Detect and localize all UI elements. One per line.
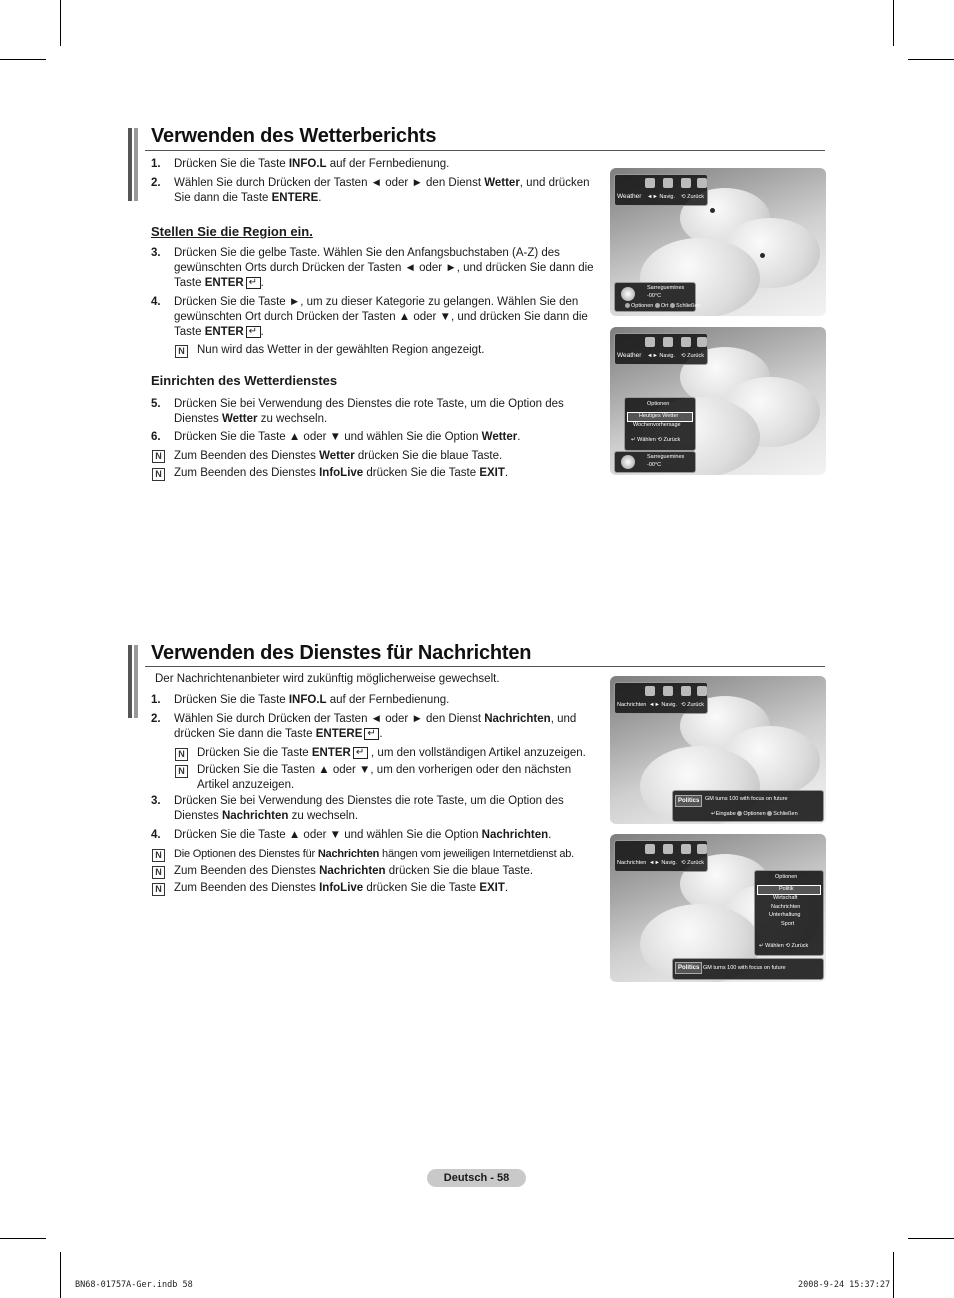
service-label: Weather xyxy=(617,352,642,359)
settings-icon xyxy=(697,844,707,854)
osd-menu xyxy=(614,682,708,714)
step-number: 3. xyxy=(151,247,161,259)
osd-menu xyxy=(614,840,708,872)
note-text: Drücken Sie die Taste ENTER↵ , um den vollständigen Artikel anzuzeigen. xyxy=(197,746,586,761)
politics-badge: Politics xyxy=(675,962,702,974)
print-info-left: BN68-01757A-Ger.indb 58 xyxy=(75,1280,193,1290)
politics-badge: Politics xyxy=(675,795,702,807)
note-icon: N xyxy=(152,849,165,862)
options-title: Optionen xyxy=(647,401,670,407)
navig-hint: ◄► Navig. xyxy=(649,860,678,866)
note-text: Zum Beenden des Dienstes Nachrichten drücken Sie die blaue Taste. xyxy=(174,865,534,877)
crop-mark xyxy=(908,1238,954,1239)
enter-icon xyxy=(246,326,261,338)
news-ticker xyxy=(672,790,824,822)
news-icon xyxy=(663,844,673,854)
city-name: Sarreguemines xyxy=(647,454,685,460)
crop-mark xyxy=(0,1238,46,1239)
navig-hint: ◄► Navig. xyxy=(647,194,676,200)
crop-mark xyxy=(60,1252,61,1298)
news-icon xyxy=(663,686,673,696)
select-hint: ↵ Wählen ⟲ Zurück xyxy=(759,943,809,949)
subheading-weather-setup: Einrichten des Wetterdienstes xyxy=(151,373,338,388)
step-text: Drücken Sie die Taste ►, um zu dieser Kategorie zu gelangen. Wählen Sie den gewünschten Ort durch Drücken der Tasten ▲ oder ▼, und drücken Sie dann die Taste ENTER↵ . xyxy=(174,295,606,340)
weather-icon xyxy=(645,178,655,188)
note-icon: N xyxy=(152,883,165,896)
news-screen-2 xyxy=(610,834,826,982)
step-text: Drücken Sie die gelbe Taste. Wählen Sie den Anfangsbuchstaben (A-Z) des gewünschten Orts durch Drücken der Tasten ◄ oder ►, und drücken Sie dann die Taste ENTER↵ . xyxy=(174,246,606,291)
note-icon: N xyxy=(152,450,165,463)
section-marker xyxy=(134,645,138,718)
temperature: -00°C xyxy=(647,293,662,299)
enter-icon xyxy=(364,728,379,740)
print-info-right: 2008-9-24 15:37:27 xyxy=(798,1280,891,1290)
crop-mark xyxy=(60,0,61,46)
step-text: Drücken Sie die Taste INFO.L auf der Fernbedienung. xyxy=(174,694,450,706)
option-item[interactable]: Sport xyxy=(781,921,795,927)
note-icon: N xyxy=(152,468,165,481)
note-text: Zum Beenden des Dienstes InfoLive drücken Sie die Taste EXIT. xyxy=(174,882,509,894)
option-item[interactable]: Heutiges Wetter xyxy=(639,413,679,419)
crop-mark xyxy=(893,0,894,46)
osd-menu xyxy=(614,333,708,365)
back-hint: ⟲ Zurück xyxy=(681,353,704,359)
section-marker xyxy=(134,128,138,201)
city-name: Sarreguemines xyxy=(647,285,685,291)
enter-icon xyxy=(353,747,368,759)
option-bar: Optionen Ort Schließen xyxy=(625,303,701,309)
service-label: Nachrichten xyxy=(617,860,647,866)
weather-info-box xyxy=(614,451,696,473)
weather-icon xyxy=(645,337,655,347)
note-text: Nun wird das Wetter in der gewählten Region angezeigt. xyxy=(197,344,485,356)
headline: GM turns 100 with focus on future xyxy=(705,796,788,802)
weather-icon xyxy=(645,686,655,696)
stock-icon xyxy=(681,178,691,188)
headline: GM turns 100 with focus on future xyxy=(703,965,786,971)
section-title-news: Verwenden des Dienstes für Nachrichten xyxy=(151,642,532,664)
options-popup xyxy=(754,870,824,956)
note-text: Drücken Sie die Tasten ▲ oder ▼, um den vorherigen oder den nächsten Artikel anzuzeigen. xyxy=(197,764,572,791)
sun-icon xyxy=(621,455,635,469)
step-number: 2. xyxy=(151,713,161,725)
option-item[interactable]: Wochenvorhersage xyxy=(633,422,681,428)
step-number: 4. xyxy=(151,829,161,841)
note-icon: N xyxy=(175,748,188,761)
options-popup xyxy=(624,397,696,451)
note-icon: N xyxy=(175,345,188,358)
step-text: Drücken Sie die Taste ▲ oder ▼ und wählen Sie die Option Wetter. xyxy=(174,431,521,443)
title-rule xyxy=(145,150,825,151)
note-text: Zum Beenden des Dienstes InfoLive drücken Sie die Taste EXIT. xyxy=(174,467,509,479)
news-icon xyxy=(663,337,673,347)
option-bar: ↵Eingabe Optionen Schließen xyxy=(711,811,798,817)
osd-menu xyxy=(614,174,708,206)
section-marker xyxy=(128,128,132,201)
section-marker xyxy=(128,645,132,718)
step-number: 1. xyxy=(151,158,161,170)
section-title-weather: Verwenden des Wetterberichts xyxy=(151,125,437,147)
note-icon: N xyxy=(175,765,188,778)
settings-icon xyxy=(697,337,707,347)
back-hint: ⟲ Zurück xyxy=(681,860,704,866)
news-screen-1 xyxy=(610,676,826,824)
back-hint: ⟲ Zurück xyxy=(681,194,704,200)
step-text: Drücken Sie die Taste INFO.L auf der Fernbedienung. xyxy=(174,158,450,170)
step-text: Wählen Sie durch Drücken der Tasten ◄ oder ► den Dienst Wetter, und drücken Sie dann die Taste ENTERE. xyxy=(174,177,590,204)
weather-screen-2 xyxy=(610,327,826,475)
stock-icon xyxy=(681,844,691,854)
title-rule xyxy=(145,666,825,667)
service-label: Nachrichten xyxy=(617,702,647,708)
service-label: Weather xyxy=(617,193,642,200)
weather-screen-1 xyxy=(610,168,826,316)
temperature: -00°C xyxy=(647,462,662,468)
news-ticker xyxy=(672,958,824,980)
step-number: 5. xyxy=(151,398,161,410)
option-item[interactable]: Nachrichten xyxy=(771,904,801,910)
step-text: Drücken Sie bei Verwendung des Dienstes die rote Taste, um die Option des Dienstes Nachrichten zu wechseln. xyxy=(174,795,564,822)
weather-icon xyxy=(645,844,655,854)
stock-icon xyxy=(681,337,691,347)
weather-info-box xyxy=(614,282,701,312)
stock-icon xyxy=(681,686,691,696)
news-icon xyxy=(663,178,673,188)
enter-icon xyxy=(246,277,261,289)
option-item[interactable]: Unterhaltung xyxy=(769,912,801,918)
intro-text: Der Nachrichtenanbieter wird zukünftig möglicherweise gewechselt. xyxy=(155,673,500,685)
navig-hint: ◄► Navig. xyxy=(649,702,678,708)
step-number: 3. xyxy=(151,795,161,807)
crop-mark xyxy=(893,1252,894,1298)
crop-mark xyxy=(0,59,46,60)
crop-mark xyxy=(908,59,954,60)
step-text: Drücken Sie die Taste ▲ oder ▼ und wählen Sie die Option Nachrichten. xyxy=(174,829,552,841)
settings-icon xyxy=(697,178,707,188)
select-hint: ↵ Wählen ⟲ Zurück xyxy=(631,437,681,443)
options-title: Optionen xyxy=(775,874,798,880)
option-item[interactable]: Wirtschaft xyxy=(773,895,798,901)
navig-hint: ◄► Navig. xyxy=(647,353,676,359)
note-text: Zum Beenden des Dienstes Wetter drücken Sie die blaue Taste. xyxy=(174,450,503,462)
settings-icon xyxy=(697,686,707,696)
step-number: 2. xyxy=(151,177,161,189)
note-icon: N xyxy=(152,866,165,879)
sun-icon xyxy=(621,287,635,301)
note-text: Die Optionen des Dienstes für Nachrichten hängen vom jeweiligen Internetdienst ab. xyxy=(174,848,575,860)
back-hint: ⟲ Zurück xyxy=(681,702,704,708)
step-text: Wählen Sie durch Drücken der Tasten ◄ oder ► den Dienst Nachrichten, und drücken Sie dann die Taste ENTERE↵ . xyxy=(174,712,604,742)
subheading-region: Stellen Sie die Region ein. xyxy=(151,224,313,239)
option-item[interactable]: Politik xyxy=(779,886,794,892)
step-text: Drücken Sie bei Verwendung des Dienstes die rote Taste, um die Option des Dienstes Wetter zu wechseln. xyxy=(174,398,564,425)
step-number: 4. xyxy=(151,296,161,308)
step-number: 1. xyxy=(151,694,161,706)
step-number: 6. xyxy=(151,431,161,443)
page-number: Deutsch - 58 xyxy=(427,1169,526,1187)
